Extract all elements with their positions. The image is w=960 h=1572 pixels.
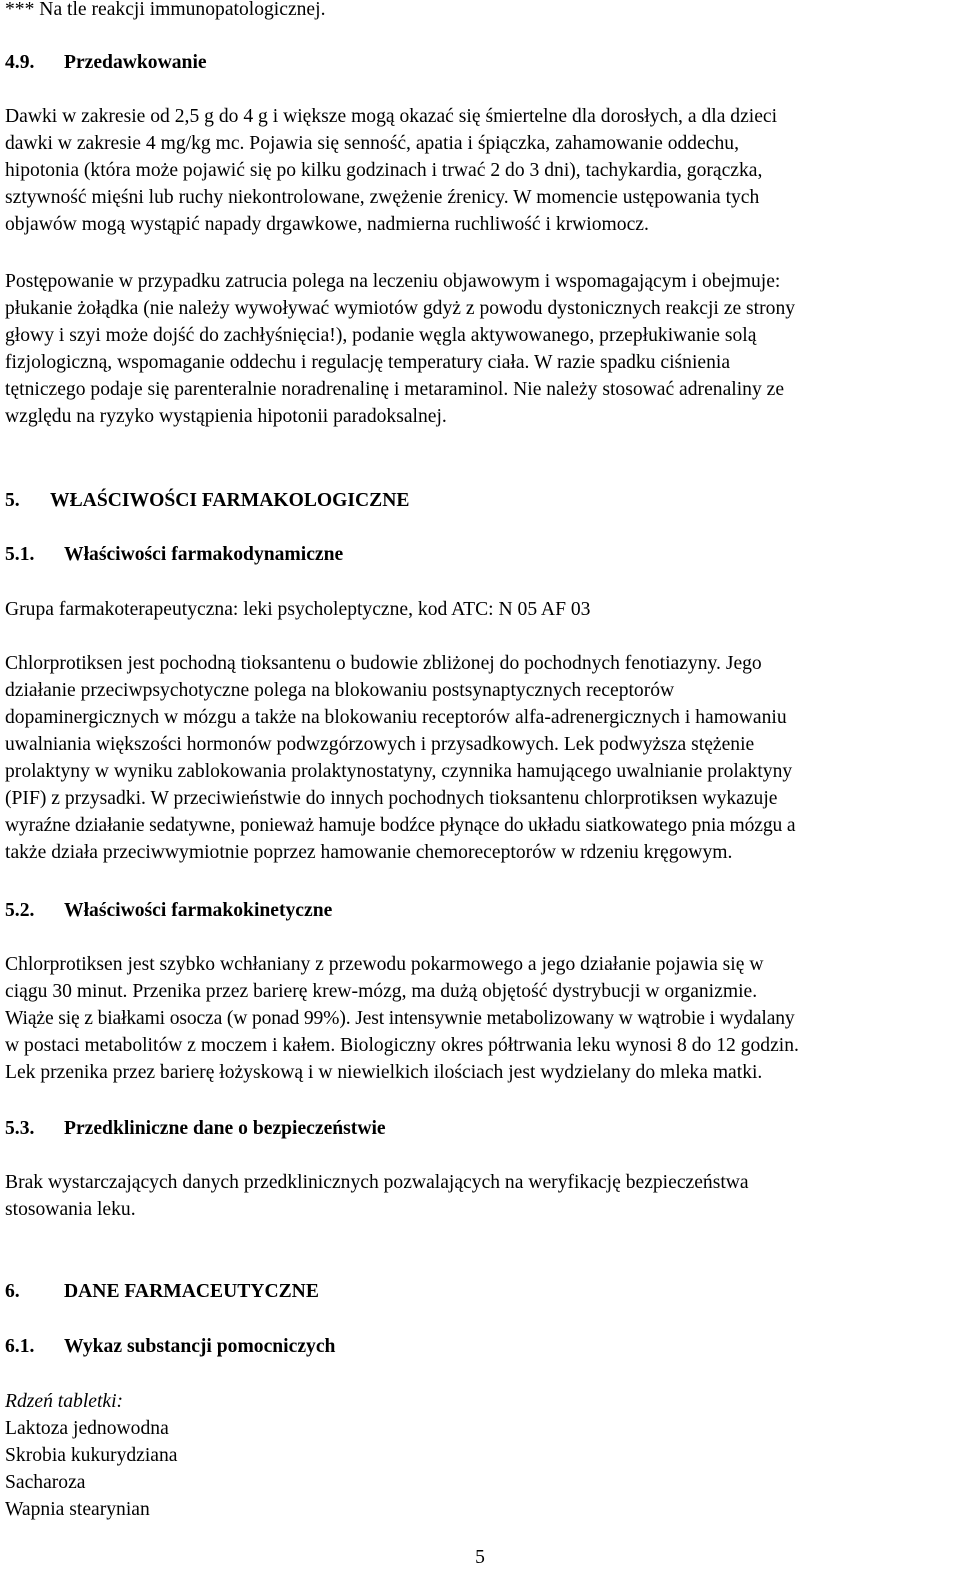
section-number: 6.1.: [5, 1336, 35, 1357]
section-number: 5.3.: [5, 1118, 35, 1139]
text-line: w postaci metabolitów z moczem i kałem. Biologiczny okres półtrwania leku wynosi 8 do 12 godzin.: [5, 1035, 799, 1056]
section-5-heading: [5, 487, 954, 514]
footnote: [5, 0, 954, 23]
text-line: głowy i szyi może dojść do zachłyśnięcia!), podanie węgla aktywowanego, przepłukiwanie solą: [5, 325, 757, 346]
text-line: Chlorprotiksen jest pochodną tioksantenu o budowie zbliżonej do pochodnych fenotiazyny. Jego: [5, 653, 762, 674]
section-title: Właściwości farmakokinetyczne: [64, 900, 333, 921]
pharmacodynamics-paragraph-1: [5, 596, 954, 623]
text-line: sztywność mięśni lub ruchy niekontrolowane, zwężenie źrenicy. W momencie ustępowania tych: [5, 187, 760, 208]
text-line: Grupa farmakoterapeutyczna: leki psycholeptyczne, kod ATC: N 05 AF 03: [5, 599, 591, 620]
text-line: Dawki w zakresie od 2,5 g do 4 g i większe mogą okazać się śmiertelne dla dorosłych, a dla dzieci: [5, 106, 778, 127]
text-line: hipotonia (która może pojawić się po kilku godzinach i trwać 2 do 3 dni), tachykardia, gorączka,: [5, 160, 763, 181]
list-item: Sacharoza: [5, 1472, 86, 1493]
text-line: Lek przenika przez barierę łożyskową i w niewielkich ilościach jest wydzielany do mleka matki.: [5, 1062, 763, 1083]
footnote-text: *** Na tle reakcji immunopatologicznej.: [5, 0, 326, 20]
list-item: Laktoza jednowodna: [5, 1418, 169, 1439]
page-number: 5: [475, 1547, 485, 1568]
list-item: Wapnia stearynian: [5, 1499, 150, 1520]
list-item: Skrobia kukurydziana: [5, 1445, 178, 1466]
section-number: 4.9.: [5, 52, 35, 73]
text-line: dopaminergicznych w mózgu a także na blokowaniu receptorów alfa-adrenergicznych i hamowaniu: [5, 707, 787, 728]
text-line: prolaktyny w wyniku zablokowania prolaktynostatyny, czynnika hamującego uwalnianie prolaktyny: [5, 761, 793, 782]
section-5-1-heading: [5, 541, 954, 568]
text-line: stosowania leku.: [5, 1199, 136, 1220]
section-number: 6.: [5, 1281, 20, 1302]
text-line: dawki w zakresie 4 mg/kg mc. Pojawia się senność, apatia i śpiączka, zahamowanie oddechu,: [5, 133, 739, 154]
section-title: Wykaz substancji pomocniczych: [64, 1336, 336, 1357]
pharmacokinetics-paragraph: [5, 951, 954, 1086]
text-line: działanie przeciwpsychotyczne polega na blokowaniu postsynaptycznych receptorów: [5, 680, 675, 701]
text-line: Brak wystarczających danych przedklinicznych pozwalających na weryfikację bezpieczeństwa: [5, 1172, 749, 1193]
section-4-9-heading: [5, 49, 954, 76]
section-title: Przedawkowanie: [64, 52, 207, 73]
section-title: WŁAŚCIWOŚCI FARMAKOLOGICZNE: [50, 490, 410, 511]
section-5-3-heading: [5, 1115, 954, 1142]
section-5-2-heading: [5, 897, 954, 924]
preclinical-paragraph: [5, 1169, 954, 1223]
text-line: względu na ryzyko wystąpienia hipotonii paradoksalnej.: [5, 406, 447, 427]
section-title: Właściwości farmakodynamiczne: [64, 544, 344, 565]
section-number: 5.: [5, 490, 20, 511]
text-line: objawów mogą wystąpić napady drgawkowe, nadmierna ruchliwość i krwiomocz.: [5, 214, 649, 235]
section-number: 5.2.: [5, 900, 35, 921]
text-line: Wiąże się z białkami osocza (w ponad 99%). Jest intensywnie metabolizowany w wątrobie i wydalany: [5, 1008, 795, 1029]
section-6-heading: [5, 1278, 954, 1305]
text-line: ciągu 30 minut. Przenika przez barierę krew-mózg, ma dużą objętość dystrybucji w organizmie.: [5, 981, 758, 1002]
section-number: 5.1.: [5, 544, 35, 565]
text-line: Chlorprotiksen jest szybko wchłaniany z przewodu pokarmowego a jego działanie pojawia się w: [5, 954, 764, 975]
text-line: uwalniania większości hormonów podwzgórzowych i przysadkowych. Lek podwyższa stężenie: [5, 734, 755, 755]
excipients-list: [5, 1388, 954, 1523]
text-line: także działa przeciwwymiotnie poprzez hamowanie chemoreceptorów w rdzeniu kręgowym.: [5, 842, 733, 863]
tablet-core-subheading: Rdzeń tabletki:: [5, 1391, 124, 1412]
text-line: tętniczego podaje się parenteralnie noradrenalinę i metaraminol. Nie należy stosować adrenaliny ze: [5, 379, 785, 400]
text-line: fizjologiczną, wspomaganie oddechu i regulację temperatury ciała. W razie spadku ciśnienia: [5, 352, 731, 373]
text-line: (PIF) z przysadki. W przeciwieństwie do innych pochodnych tioksantenu chlorprotiksen wykazuje: [5, 788, 778, 809]
pharmacodynamics-paragraph-2: [5, 650, 954, 866]
section-6-1-heading: [5, 1333, 954, 1360]
section-title: Przedkliniczne dane o bezpieczeństwie: [64, 1118, 386, 1139]
overdose-paragraph-1: [5, 103, 954, 238]
text-line: wyraźne działanie sedatywne, ponieważ hamuje bodźce płynące do układu siatkowatego pnia mózgu a: [5, 815, 796, 836]
text-line: Postępowanie w przypadku zatrucia polega na leczeniu objawowym i wspomagającym i obejmuje:: [5, 271, 781, 292]
text-line: płukanie żołądka (nie należy wywoływać wymiotów gdyż z powodu dystonicznych reakcji ze strony: [5, 298, 796, 319]
overdose-paragraph-2: [5, 268, 954, 430]
section-title: DANE FARMACEUTYCZNE: [64, 1281, 319, 1302]
